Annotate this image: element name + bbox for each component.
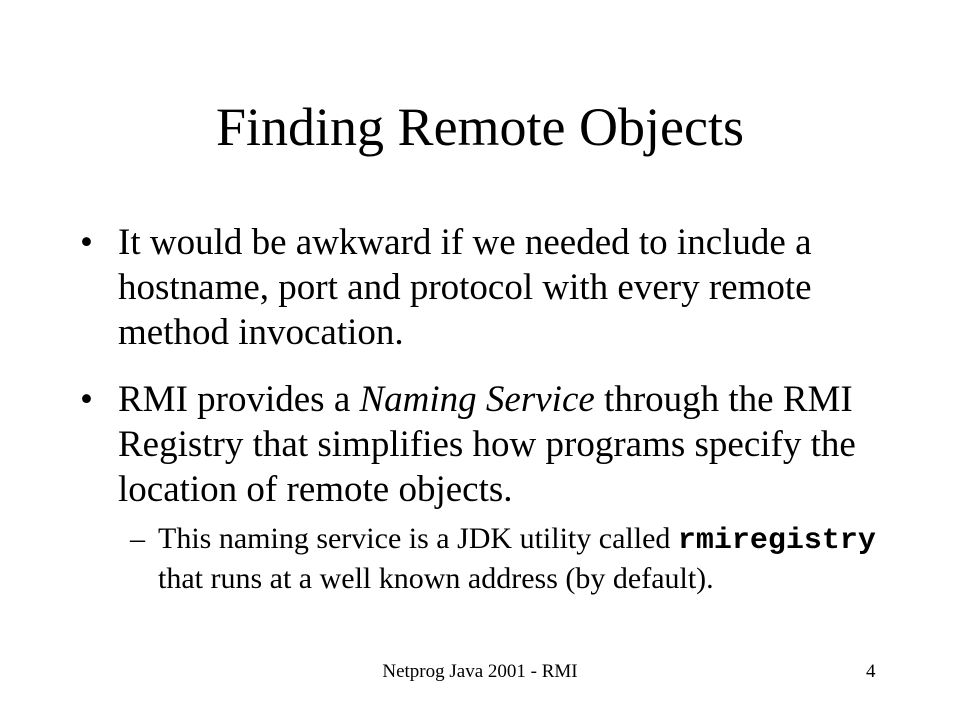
- bullet-marker: •: [80, 222, 93, 263]
- sub-bullet-marker: –: [130, 522, 145, 555]
- bullet-item: [80, 220, 900, 355]
- bullet-list: [80, 220, 900, 598]
- page-number: 4: [866, 661, 876, 682]
- bullet-text: It would be awkward if we needed to include a hostname, port and protocol with every remote method invocation.: [118, 222, 812, 353]
- naming-service-term: Naming Service: [359, 379, 595, 420]
- sub-bullet-text-end: that runs at a well known address (by default).: [158, 562, 714, 595]
- bullet-text-end: through the RMI Registry that simplifies how programs specify the location of remote objects.: [118, 379, 856, 510]
- bullet-marker: •: [80, 379, 93, 420]
- footer-text: Netprog Java 2001 - RMI: [382, 661, 578, 682]
- sub-bullet-text-start: This naming service is a JDK utility called: [158, 522, 678, 555]
- sub-bullet-item: [80, 520, 900, 598]
- bullet-text-start: RMI provides a: [118, 379, 360, 420]
- rmiregistry-code: rmiregistry: [677, 524, 876, 558]
- bullet-item: [80, 377, 900, 512]
- slide-title: Finding Remote Objects: [216, 97, 744, 157]
